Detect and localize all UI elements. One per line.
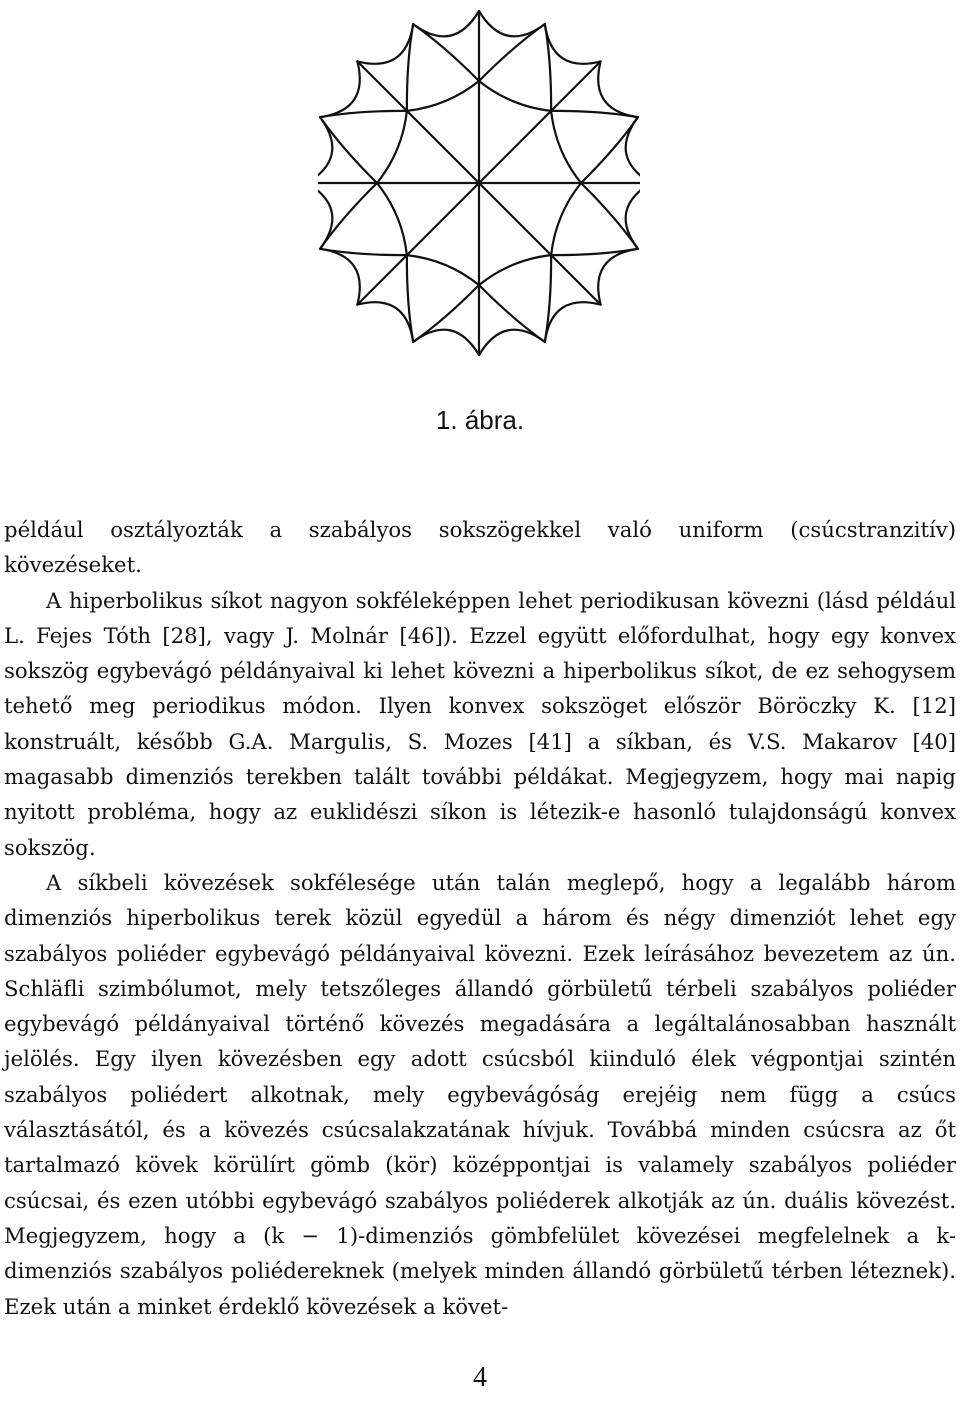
- tiling-spoke: [407, 111, 479, 183]
- tiling-boundary-arc: [357, 24, 413, 64]
- tiling-spoke: [407, 183, 479, 255]
- tiling-diagonal-edge: [479, 285, 545, 342]
- tiling-diagonal-edge: [581, 117, 638, 183]
- tiling-inner-edge: [551, 111, 581, 183]
- tiling-inner-edge: [377, 111, 407, 183]
- tiling-diagonal-edge: [320, 117, 377, 183]
- paragraph-1: például osztályozták a szabályos sokszögekkel való uniform (csúcstranzitív) kövezéseket.: [4, 517, 956, 578]
- tiling-boundary-arc: [320, 249, 360, 305]
- tiling-boundary-arc: [318, 117, 332, 183]
- tiling-diagonal-edge: [320, 183, 377, 249]
- tiling-diagonal-edge: [413, 285, 479, 342]
- tiling-diagonal-edge: [413, 24, 479, 81]
- tiling-boundary-arc: [357, 302, 413, 342]
- tiling-radial-edge: [551, 61, 601, 110]
- tiling-inner-edge: [479, 255, 551, 285]
- tiling-boundary-arc: [318, 183, 332, 249]
- tiling-inner-edge: [407, 81, 479, 111]
- hyperbolic-tiling-figure: [318, 0, 640, 368]
- tiling-diagram: [318, 0, 640, 368]
- tiling-inner-edge: [377, 183, 407, 255]
- tiling-boundary-arc: [598, 61, 638, 117]
- tiling-boundary-arc: [320, 61, 360, 117]
- page-number: 4: [473, 1362, 487, 1393]
- tiling-radial-edge: [551, 255, 601, 305]
- tiling-boundary-arc: [545, 302, 601, 342]
- figure-caption: 1. ábra.: [435, 405, 525, 435]
- tiling-spoke: [479, 111, 551, 183]
- tiling-inner-edge: [479, 81, 551, 111]
- body-text: [4, 512, 956, 1324]
- tiling-boundary-arc: [626, 117, 640, 183]
- tiling-boundary-arc: [598, 249, 638, 305]
- tiling-diagonal-edge: [479, 24, 545, 81]
- tiling-radial-edge: [357, 61, 407, 110]
- tiling-inner-edge: [551, 183, 581, 255]
- tiling-inner-edge: [407, 255, 479, 285]
- paragraph-3: A síkbeli kövezések sokfélesége után talán meglepő, hogy a legalább három dimenziós hiperbolikus terek közül egyedül a három és négy dimenziót lehet egy szabályos poliéder egybevágó példányaival kövezni. Ezek leírásához bevezetem az ún. Schläfli szimbólumot, mely tetszőleges állandó görbületű térbeli szabályos poliéder egybevágó példányaival történő kövezés megadására a legáltalánosabban használt jelölés. Egy ilyen kövezésben egy adott csúcsból kiinduló élek végpontjai szintén szabályos poliédert alkotnak, mely egybevágóság erejéig nem függ a csúcs választásától, és a kövezés csúcsalakzatának hívjuk. Továbbá minden csúcsra az őt tartalmazó kövek körülírt gömb (kör) középpontjai is valamely szabályos poliéder csúcsai, és ezen utóbbi egybevágó szabályos poliéderek alkotják az ún. duális kövezést. Megjegyzem, hogy a (k − 1)-dimenziós gömbfelület kövezései megfelelnek a k-dimenziós szabályos poliédereknek (melyek minden állandó görbületű térben léteznek). Ezek után a minket érdeklő kövezések a követ-: [4, 869, 956, 1319]
- tiling-boundary-arc: [545, 24, 601, 64]
- tiling-spoke: [479, 183, 551, 255]
- tiling-diagonal-edge: [581, 183, 638, 249]
- paragraph-2: A hiperbolikus síkot nagyon sokféleképpen lehet periodikusan kövezni (lásd például L. Fejes Tóth [28], vagy J. Molnár [46]). Ezzel együtt előfordulhat, hogy egy konvex sokszög egybevágó példányaival ki lehet kövezni a hiperbolikus síkot, de ez sehogysem tehető meg periodikus módon. Ilyen konvex sokszöget először Böröczky K. [12] konstruált, később G.A. Margulis, S. Mozes [41] a síkban, és V.S. Makarov [40] magasabb dimenziós terekben talált további példákat. Megjegyzem, hogy mai napig nyitott probléma, hogy az euklidészi síkon is létezik-e hasonló tulajdonságú konvex sokszög.: [4, 587, 956, 860]
- tiling-boundary-arc: [626, 183, 640, 249]
- tiling-radial-edge: [357, 255, 407, 305]
